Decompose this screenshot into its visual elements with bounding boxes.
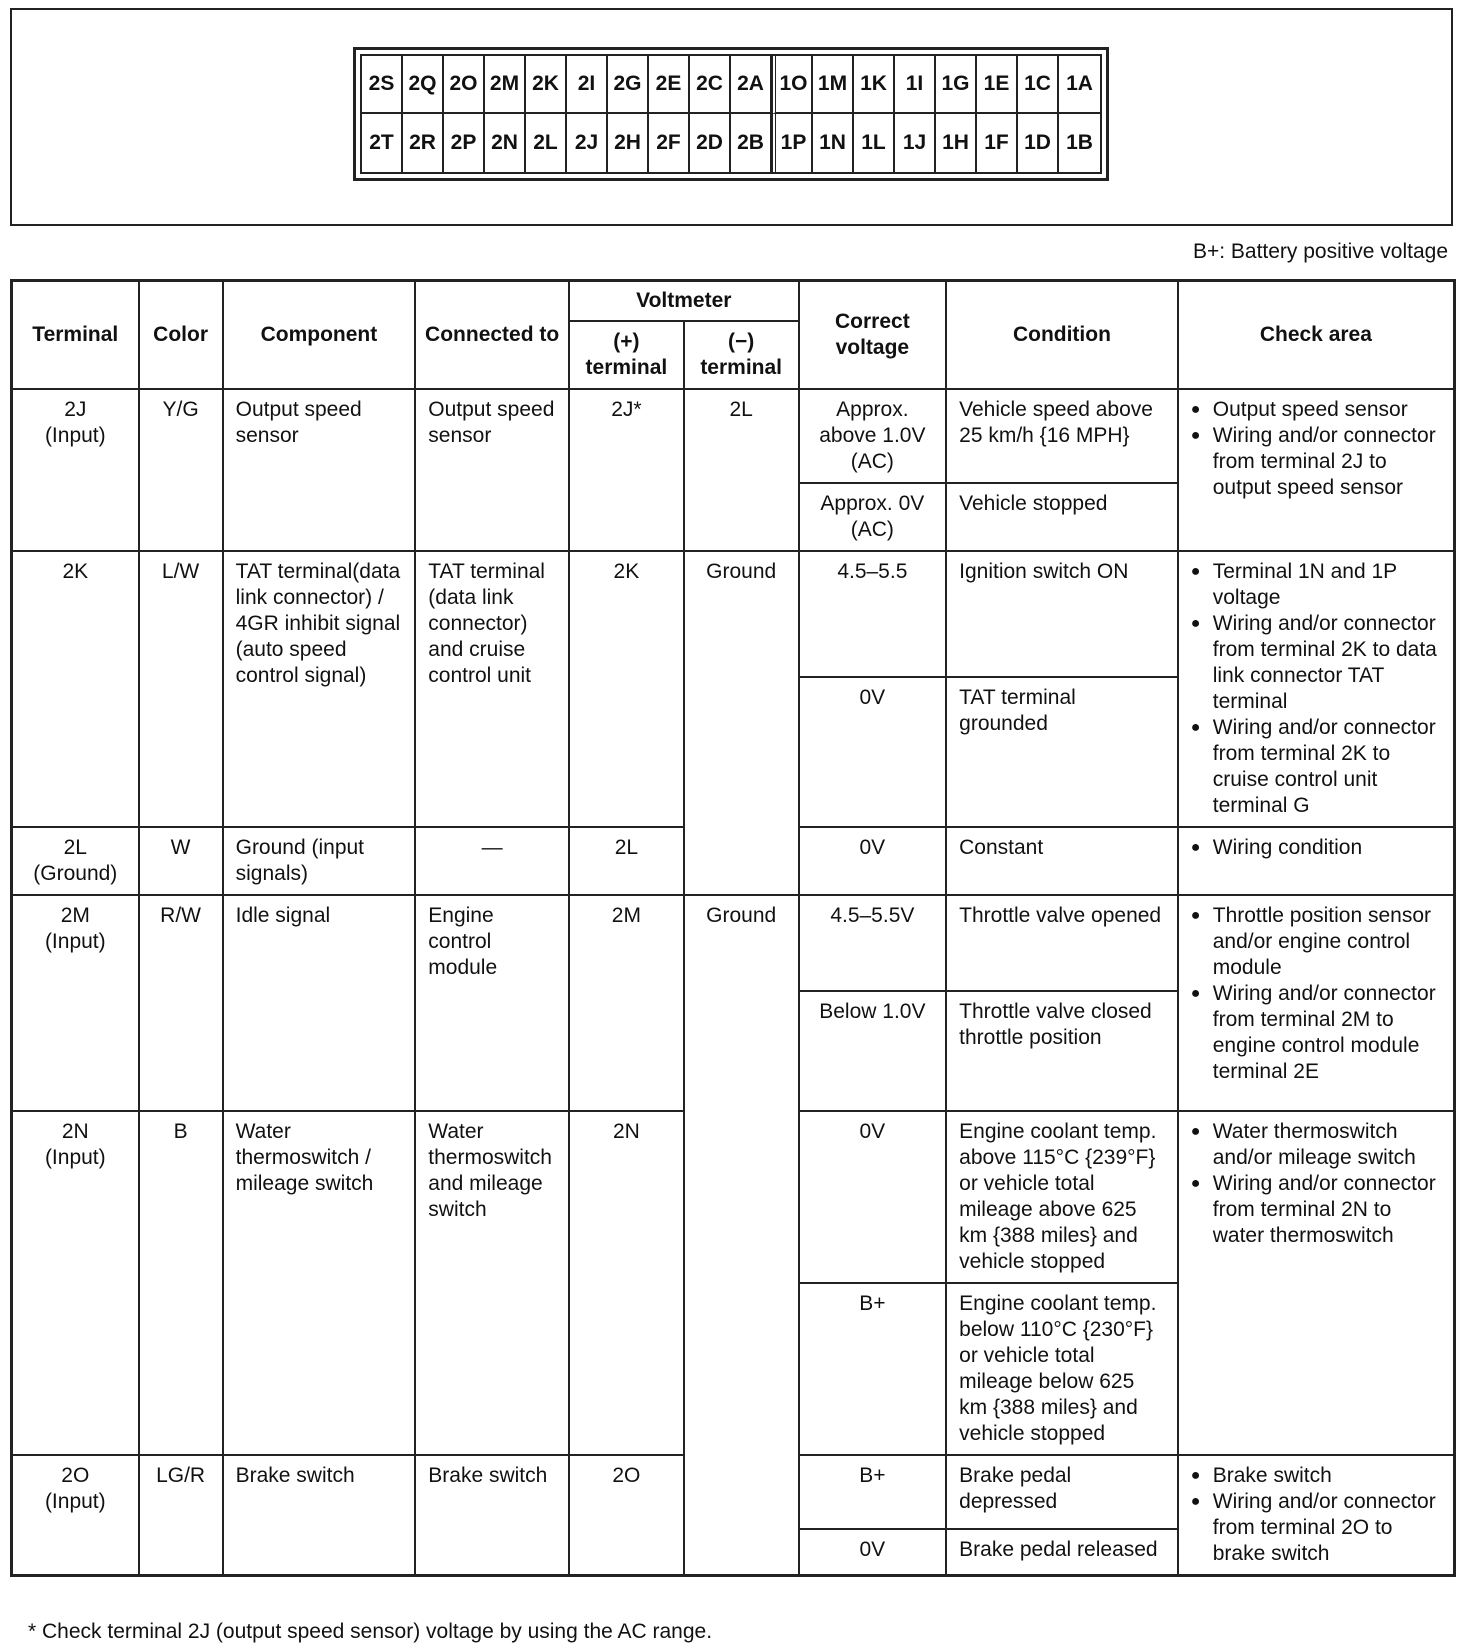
check-area-item: ● Wiring and/or connector from terminal 2O to brake switch [1191,1489,1441,1567]
connector-pin: 1A [1059,56,1100,114]
plus-terminal-cell: 2N [569,1111,684,1455]
condition-cell: Engine coolant temp. below 110°C {230°F} or vehicle total mileage below 625 km {388 miles} and vehicle stopped [946,1283,1178,1455]
check-area-item: ● Water thermoswitch and/or mileage switch [1191,1119,1441,1171]
connected-to-cell: TAT terminal (data link connector) and cruise control unit [415,551,569,827]
header-plus-terminal: (+) terminal [569,321,684,389]
connector-pin: 2A [731,56,772,114]
condition-cell: Throttle valve opened [946,895,1178,991]
connector-pin: 2P [444,114,485,172]
terminal-cell: 2L (Ground) [12,827,139,895]
connector-pin: 2K [526,56,567,114]
minus-terminal-cell: Ground [684,895,799,1576]
check-area-item: ● Wiring and/or connector from terminal 2J to output speed sensor [1191,423,1441,501]
legend-note: B+: Battery positive voltage [1192,240,1448,263]
plus-terminal-cell: 2M [569,895,684,1111]
connector-pin: 1L [854,114,895,172]
header-correct-voltage: Correct voltage [799,281,947,390]
connected-to-cell: Water thermoswitch and mileage switch [415,1111,569,1455]
connector-pin: 2M [485,56,526,114]
table-row [12,389,1455,483]
connector-pin: 2F [649,114,690,172]
connected-to-cell: Brake switch [415,1455,569,1576]
voltage-cell: 0V [799,677,947,827]
connected-to-cell: — [415,827,569,895]
check-area-list [1191,835,1441,861]
condition-cell: TAT terminal grounded [946,677,1178,827]
condition-cell: Brake pedal depressed [946,1455,1178,1529]
minus-terminal-cell: Ground [684,551,799,895]
color-cell: W [139,827,223,895]
header-terminal: Terminal [12,281,139,390]
check-area-item: ● Wiring condition [1191,835,1441,861]
voltage-cell: Below 1.0V [799,991,947,1111]
voltage-cell: 0V [799,827,947,895]
table-row [12,895,1455,991]
connector-pin: 1B [1066,131,1093,154]
connected-to-cell: Engine control module [415,895,569,1111]
color-cell: LG/R [139,1455,223,1576]
connected-to-cell: Output speed sensor [415,389,569,551]
check-area-item: ● Throttle position sensor and/or engine control module [1191,903,1441,981]
plus-terminal-cell: 2J* [569,389,684,551]
check-area-list [1191,1463,1441,1567]
connector-pin: 2S [362,56,403,114]
voltage-cell: Approx. 0V (AC) [799,483,947,551]
connector-pin: 1P [772,114,813,172]
connector-pin: 1M [813,56,854,114]
table-row [12,551,1455,677]
check-area-item: ● Brake switch [1191,1463,1441,1489]
connector-face [353,47,1109,181]
check-area-list [1191,903,1441,1085]
connector-pin-grid [360,54,1102,174]
terminal-cell: 2M (Input) [12,895,139,1111]
connector-pin: 1F [977,114,1018,172]
voltage-cell: 0V [799,1529,947,1575]
condition-cell: Ignition switch ON [946,551,1178,677]
terminal-cell: 2N (Input) [12,1111,139,1455]
connector-pin: 1E [977,56,1018,114]
component-cell: Ground (input signals) [223,827,416,895]
connector-pin: 2T [362,114,403,172]
check-area-item: ● Wiring and/or connector from terminal 2K to cruise control unit terminal G [1191,715,1441,819]
connector-pin: 1C [1018,56,1059,114]
check-area-item: ● Terminal 1N and 1P voltage [1191,559,1441,611]
voltage-cell: 4.5–5.5 [799,551,947,677]
connector-pin: 2D [690,114,731,172]
check-area-item: ● Wiring and/or connector from terminal 2N to water thermoswitch [1191,1171,1441,1249]
plus-terminal-cell: 2L [569,827,684,895]
terminal-voltage-table [10,279,1456,1577]
check-area-item: ● Wiring and/or connector from terminal 2K to data link connector TAT terminal [1191,611,1441,715]
color-cell: L/W [139,551,223,827]
check-area-list [1191,559,1441,819]
connector-pin: 2C [690,56,731,114]
voltage-cell: B+ [799,1455,947,1529]
check-area-cell [1178,1111,1455,1455]
terminal-cell: 2K [12,551,139,827]
connector-pin: 1K [854,56,895,114]
condition-cell: Constant [946,827,1178,895]
connector-pin: 2J [567,114,608,172]
color-cell: B [139,1111,223,1455]
check-area-item: ● Wiring and/or connector from terminal 2M to engine control module terminal 2E [1191,981,1441,1085]
component-cell: TAT terminal(data link connector) / 4GR inhibit signal (auto speed control signal) [223,551,416,827]
connector-pin: 1I [895,56,936,114]
header-condition: Condition [946,281,1178,390]
voltage-cell: Approx. above 1.0V (AC) [799,389,947,483]
terminal-cell: 2O (Input) [12,1455,139,1576]
connector-pin: 1J [895,114,936,172]
check-area-cell [1178,895,1455,1111]
connector-pin: 2R [403,114,444,172]
voltage-cell: B+ [799,1283,947,1455]
component-cell: Water thermoswitch / mileage switch [223,1111,416,1455]
connector-pin: 1D [1018,114,1059,172]
header-voltmeter: Voltmeter [569,281,799,322]
connector-pin: 1H [936,114,977,172]
condition-cell: Throttle valve closed throttle position [946,991,1178,1111]
check-area-cell [1178,551,1455,827]
connector-pin: 2Q [403,56,444,114]
header-minus-terminal: (−) terminal [684,321,799,389]
connector-pin: 1O [772,56,813,114]
check-area-cell [1178,827,1455,895]
terminal-cell: 2J (Input) [12,389,139,551]
header-connected-to: Connected to [415,281,569,390]
voltage-cell: 4.5–5.5V [799,895,947,991]
condition-cell: Vehicle stopped [946,483,1178,551]
connector-pin: 2N [485,114,526,172]
color-cell: R/W [139,895,223,1111]
plus-terminal-cell: 2K [569,551,684,827]
connector-pin: 2H [608,114,649,172]
color-cell: Y/G [139,389,223,551]
header-component: Component [223,281,416,390]
connector-pin: 2I [567,56,608,114]
connector-pin: 1N [813,114,854,172]
header-check-area: Check area [1178,281,1455,390]
minus-terminal-cell: 2L [684,389,799,551]
plus-terminal-cell: 2O [569,1455,684,1576]
check-area-cell [1178,389,1455,551]
check-area-list [1191,1119,1441,1249]
check-area-item: ● Output speed sensor [1191,397,1441,423]
check-area-cell [1178,1455,1455,1576]
component-cell: Output speed sensor [223,389,416,551]
condition-cell: Engine coolant temp. above 115°C {239°F} or vehicle total mileage above 625 km {388 miles} and vehicle stopped [946,1111,1178,1283]
connector-pin: 2G [608,56,649,114]
voltage-cell: 0V [799,1111,947,1283]
component-cell: Brake switch [223,1455,416,1576]
condition-cell: Brake pedal released [946,1529,1178,1575]
condition-cell: Vehicle speed above 25 km/h {16 MPH} [946,389,1178,483]
connector-pin: 2B [731,114,772,172]
connector-pin: 2O [444,56,485,114]
component-cell: Idle signal [223,895,416,1111]
header-color: Color [139,281,223,390]
connector-pin: 1G [936,56,977,114]
footnote: * Check terminal 2J (output speed sensor) voltage by using the AC range. [28,1620,713,1643]
connector-pin: 2E [649,56,690,114]
check-area-list [1191,397,1441,501]
connector-pin: 2L [526,114,567,172]
